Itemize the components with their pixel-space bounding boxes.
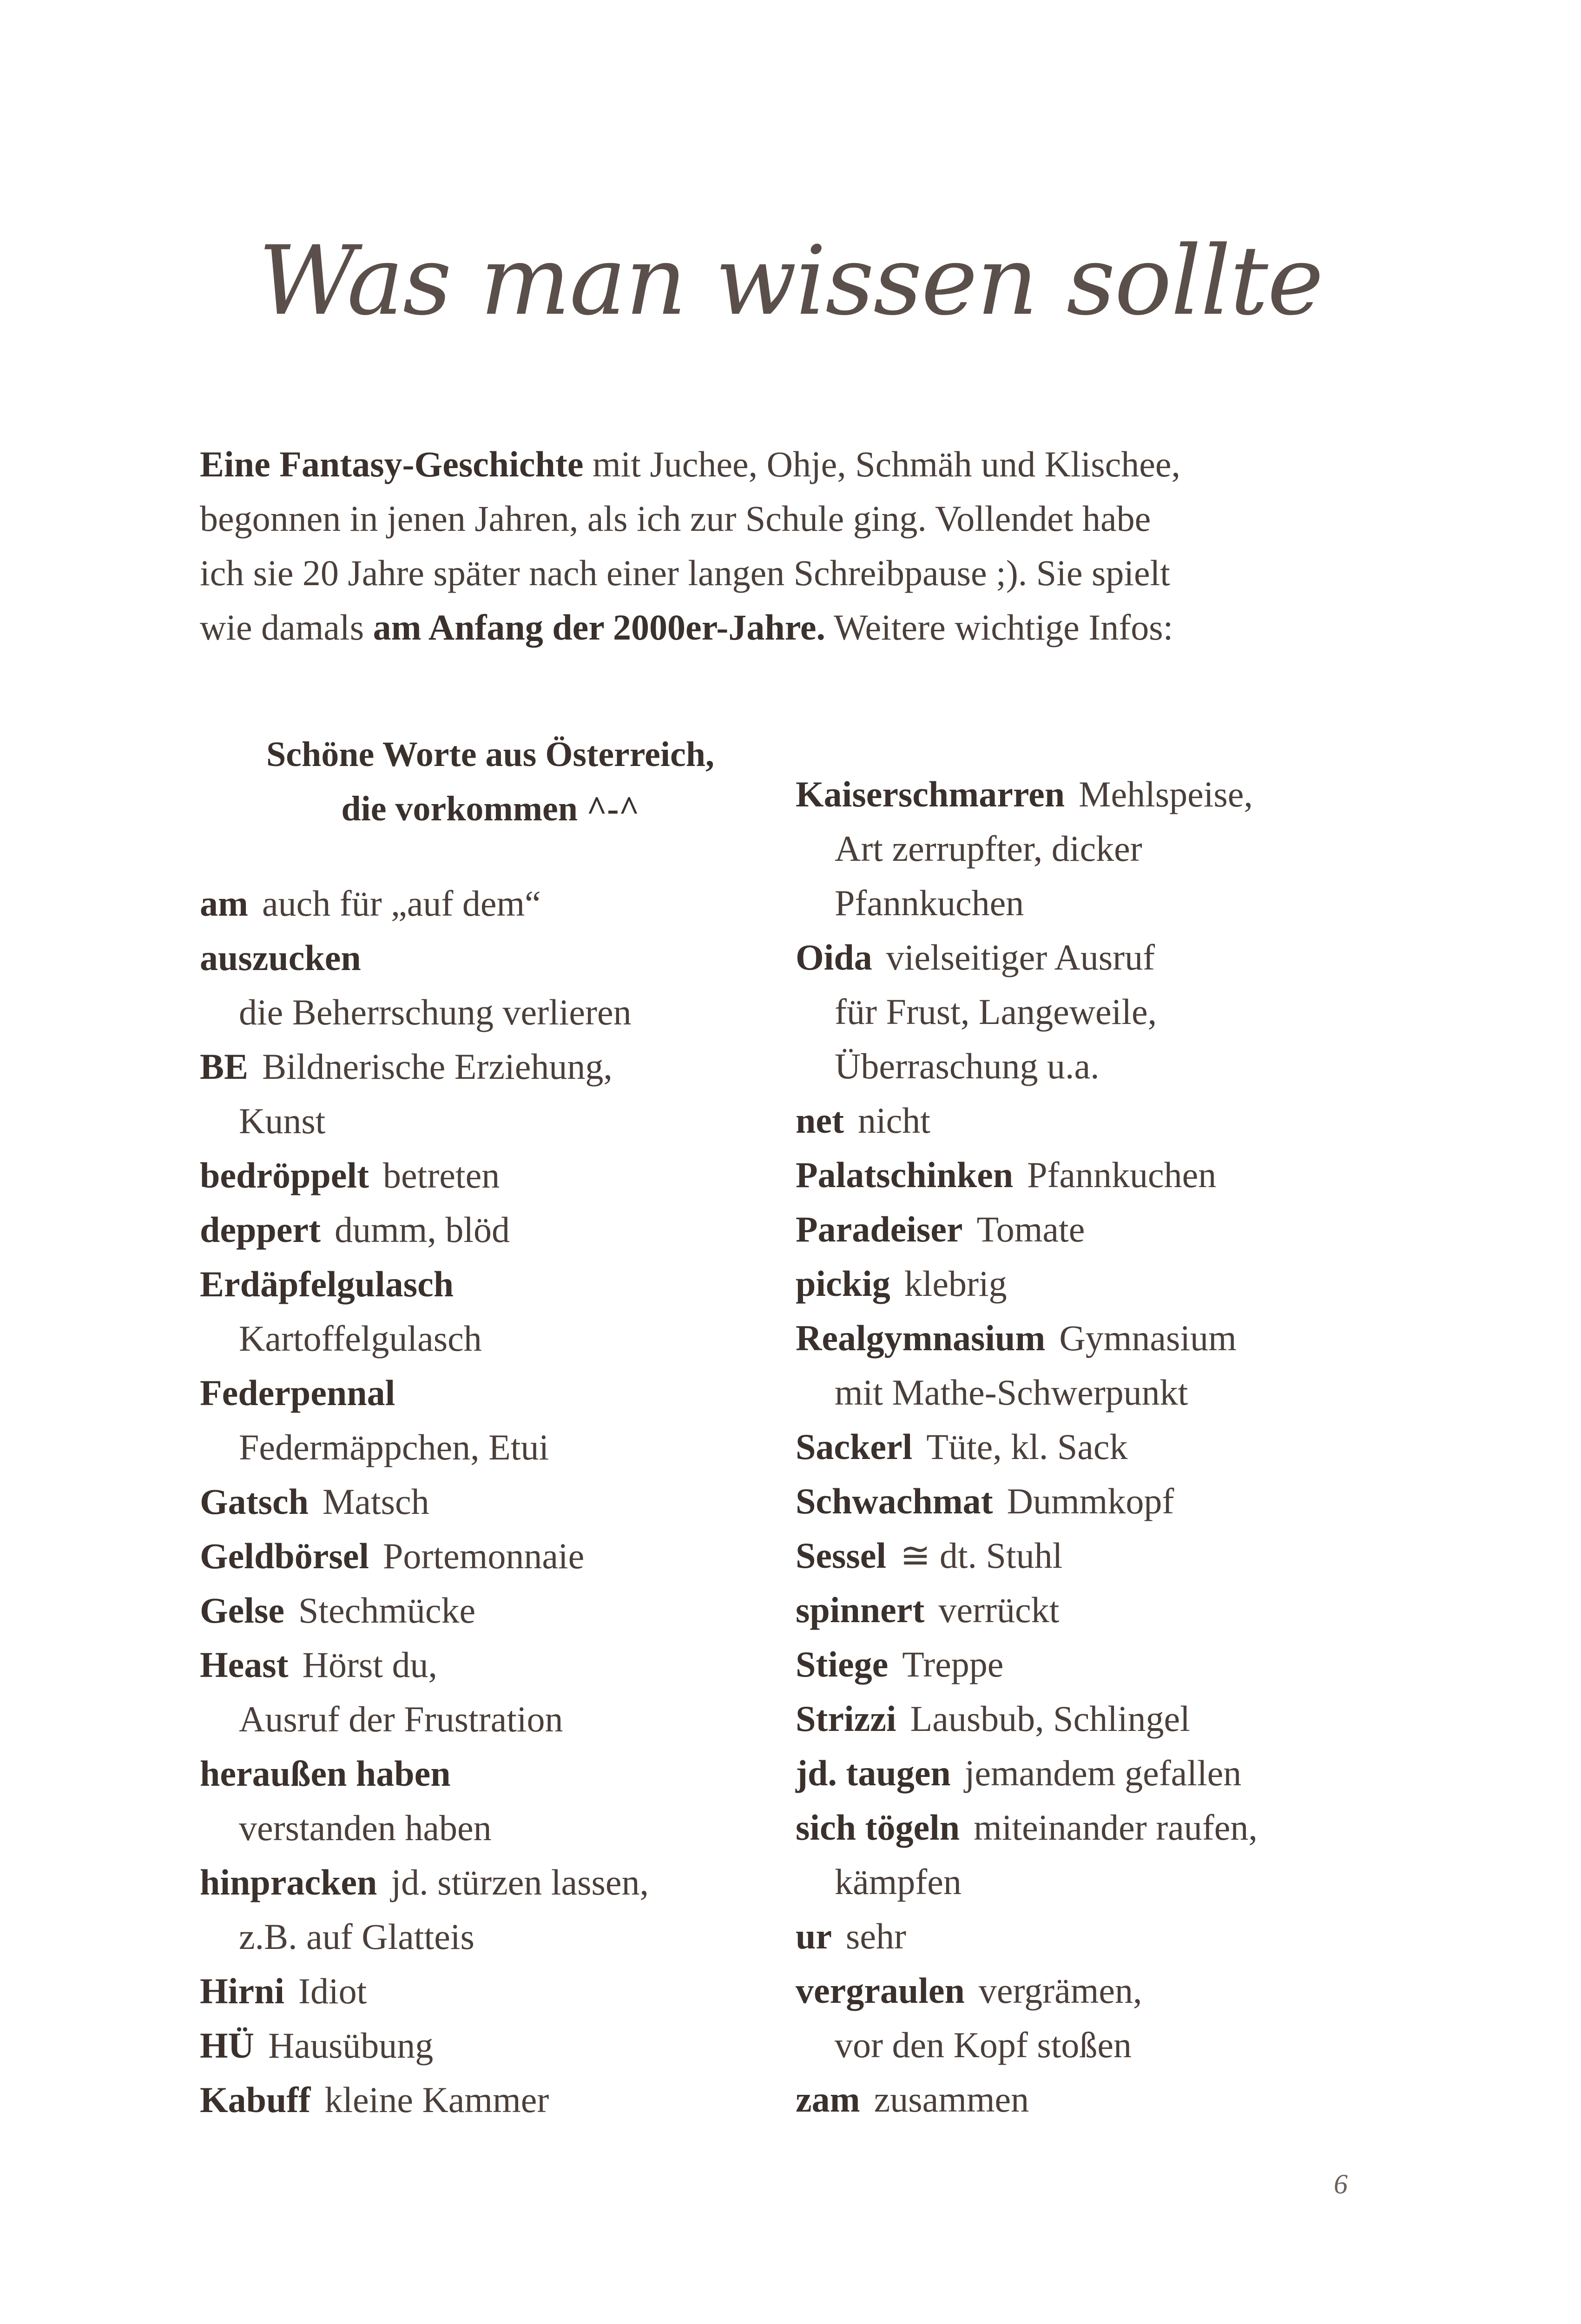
glossary-left-column <box>200 727 781 2127</box>
glossary-entry <box>200 1366 781 1474</box>
glossary-term: HÜ <box>200 2025 254 2066</box>
glossary-entry <box>796 2072 1400 2126</box>
glossary-entry <box>200 1148 781 1202</box>
glossary-term: Hirni <box>200 1971 285 2011</box>
glossary-entry <box>796 1800 1400 1909</box>
glossary-definition: jemandem gefallen <box>964 1753 1242 1793</box>
intro-line: ich sie 20 Jahre später nach einer langen Schreibpause ;). Sie spielt <box>200 553 1170 593</box>
glossary-continuation-line <box>200 1692 781 1746</box>
glossary-definition: Stechmücke <box>298 1590 476 1631</box>
glossary-term: Geldbörsel <box>200 1536 369 1576</box>
glossary-entry <box>796 1637 1400 1691</box>
glossary-term: Gatsch <box>200 1481 309 1522</box>
glossary-entry <box>200 2073 781 2127</box>
glossary-definition: Treppe <box>902 1644 1004 1684</box>
glossary-entry <box>796 767 1400 930</box>
glossary-definition: ≅ dt. Stuhl <box>900 1535 1063 1576</box>
glossary-definition: zusammen <box>874 2079 1029 2119</box>
glossary-definition: betreten <box>383 1155 500 1195</box>
glossary-definition: klebrig <box>904 1263 1007 1304</box>
glossary-definition: Ausruf der Frustration <box>239 1699 563 1739</box>
glossary-definition: verstanden haben <box>239 1808 492 1848</box>
glossary-term: Oida <box>796 937 872 977</box>
glossary-term: Kaiserschmarren <box>796 774 1065 814</box>
glossary-definition: Dummkopf <box>1007 1481 1174 1521</box>
glossary-entry-line <box>796 1963 1400 2018</box>
glossary-definition: Hausübung <box>268 2025 434 2066</box>
glossary-entry <box>796 1528 1400 1583</box>
glossary-entry-line <box>796 1637 1400 1691</box>
glossary-term: deppert <box>200 1209 321 1250</box>
glossary-heading-line: Schöne Worte aus Österreich, <box>266 735 714 774</box>
glossary-term: Erdäpfelgulasch <box>200 1264 454 1304</box>
glossary-continuation-line <box>796 1855 1400 1909</box>
glossary-definition: Art zerrupfter, dicker <box>835 828 1142 869</box>
glossary-entry-line <box>796 1528 1400 1583</box>
glossary-entry-line <box>796 1583 1400 1637</box>
glossary-continuation-line <box>200 1311 781 1366</box>
glossary-term: Sackerl <box>796 1426 913 1467</box>
glossary-entry-line <box>200 1148 781 1202</box>
glossary-definition: nicht <box>857 1100 930 1141</box>
glossary-entry <box>200 1583 781 1637</box>
glossary-term: auszucken <box>200 938 361 978</box>
glossary-definition: Tüte, kl. Sack <box>926 1426 1128 1467</box>
glossary-entry <box>796 1746 1400 1800</box>
glossary-entry-line <box>200 1257 781 1311</box>
glossary-entry-line <box>200 1964 781 2018</box>
glossary-continuation-line <box>796 1365 1400 1419</box>
glossary-entry-line <box>796 930 1400 984</box>
glossary-entry-line <box>796 1148 1400 1202</box>
glossary-term: pickig <box>796 1263 890 1304</box>
glossary-entry <box>796 1909 1400 1963</box>
glossary-entry <box>796 1474 1400 1528</box>
glossary-list-left <box>200 876 781 2127</box>
glossary-entry <box>200 1746 781 1855</box>
glossary-entry-line <box>200 1855 781 1909</box>
glossary-definition: z.B. auf Glatteis <box>239 1916 474 1957</box>
page-title: Was man wissen sollte <box>258 226 1323 337</box>
glossary-continuation-line <box>796 984 1400 1039</box>
glossary-definition: Mehlspeise, <box>1079 774 1253 814</box>
glossary-term: bedröppelt <box>200 1155 369 1195</box>
glossary-entry <box>796 1691 1400 1746</box>
glossary-entry <box>200 1202 781 1257</box>
glossary-term: heraußen haben <box>200 1753 451 1794</box>
glossary-heading-line: die vorkommen ^-^ <box>341 789 639 828</box>
glossary-entry-line <box>200 1202 781 1257</box>
intro-paragraph <box>200 437 1390 654</box>
glossary-entry-line <box>200 1039 781 1094</box>
glossary-definition: für Frust, Langeweile, <box>835 991 1157 1032</box>
glossary-definition: kämpfen <box>835 1862 962 1902</box>
glossary-continuation-line <box>796 1039 1400 1093</box>
glossary-definition: auch für „auf dem“ <box>262 883 541 924</box>
glossary-definition: dumm, blöd <box>334 1209 510 1250</box>
glossary-entry-line <box>200 876 781 931</box>
glossary-continuation-line <box>200 1420 781 1474</box>
glossary-definition: Kartoffelgulasch <box>239 1318 482 1359</box>
intro-line <box>200 600 1390 654</box>
glossary-continuation-line <box>796 821 1400 876</box>
glossary-entry <box>796 1256 1400 1311</box>
intro-highlight: Eine Fantasy-Geschichte <box>200 444 584 484</box>
glossary-heading <box>200 727 781 836</box>
glossary-continuation-line <box>200 1094 781 1148</box>
glossary-entry-line <box>796 1691 1400 1746</box>
glossary-definition: Überraschung u.a. <box>835 1046 1100 1086</box>
glossary-term: Gelse <box>200 1590 284 1631</box>
glossary-definition: Pfannkuchen <box>1027 1155 1217 1195</box>
intro-text: wie damals <box>200 607 373 647</box>
glossary-definition: Gymnasium <box>1059 1318 1237 1358</box>
glossary-definition: Matsch <box>323 1481 429 1522</box>
intro-text: Weitere wichtige Infos: <box>825 607 1173 647</box>
glossary-entry-line <box>796 1474 1400 1528</box>
intro-line: begonnen in jenen Jahren, als ich zur Schule ging. Vollendet habe <box>200 498 1151 539</box>
glossary-term: hinpracken <box>200 1862 377 1902</box>
glossary-entry <box>200 1855 781 1964</box>
glossary-definition: miteinander raufen, <box>974 1807 1258 1848</box>
glossary-term: BE <box>200 1046 249 1087</box>
glossary-definition: jd. stürzen lassen, <box>391 1862 649 1902</box>
glossary-entry-line <box>200 1583 781 1637</box>
glossary-term: Heast <box>200 1644 289 1685</box>
intro-line <box>200 437 1390 491</box>
glossary-entry <box>796 1202 1400 1256</box>
glossary-definition: Portemonnaie <box>383 1536 585 1576</box>
glossary-entry-line <box>200 2073 781 2127</box>
glossary-term: ur <box>796 1916 832 1956</box>
glossary-term: jd. taugen <box>796 1753 951 1793</box>
glossary-continuation-line <box>796 2018 1400 2072</box>
glossary-entry-line <box>200 1746 781 1801</box>
glossary-entry <box>200 1529 781 1583</box>
glossary-definition: vergrämen, <box>978 1970 1142 2011</box>
glossary-entry <box>796 1419 1400 1474</box>
glossary-definition: Hörst du, <box>302 1644 437 1685</box>
glossary-entry-line <box>796 1202 1400 1256</box>
glossary-term: net <box>796 1100 844 1141</box>
glossary-entry <box>796 1963 1400 2072</box>
glossary-continuation-line <box>200 985 781 1039</box>
glossary-entry <box>200 876 781 931</box>
glossary-entry-line <box>796 1093 1400 1148</box>
glossary-term: Strizzi <box>796 1698 896 1739</box>
glossary-entry <box>796 1148 1400 1202</box>
glossary-term: am <box>200 883 248 924</box>
glossary-entry <box>200 1964 781 2018</box>
glossary-entry <box>796 1583 1400 1637</box>
glossary-entry <box>200 1039 781 1148</box>
glossary-list-right <box>796 767 1400 2126</box>
glossary-term: Stiege <box>796 1644 889 1684</box>
glossary-entry-line <box>796 767 1400 821</box>
glossary-term: Federpennal <box>200 1373 395 1413</box>
glossary-entry-line <box>200 1366 781 1420</box>
glossary-entry-line <box>796 2072 1400 2126</box>
glossary-continuation-line <box>200 1801 781 1855</box>
glossary-entry <box>200 1637 781 1746</box>
glossary-definition: vielseitiger Ausruf <box>886 937 1155 977</box>
glossary-entry-line <box>796 1419 1400 1474</box>
glossary-entry-line <box>200 1529 781 1583</box>
glossary-entry-line <box>200 931 781 985</box>
glossary-definition: verrückt <box>938 1590 1060 1630</box>
glossary-definition: Tomate <box>976 1209 1085 1249</box>
glossary-definition: Kunst <box>239 1101 326 1141</box>
glossary-term: zam <box>796 2079 860 2119</box>
glossary-term: Schwachmat <box>796 1481 993 1521</box>
glossary-definition: Pfannkuchen <box>835 883 1024 923</box>
glossary-right-column <box>796 767 1400 2126</box>
glossary-term: Sessel <box>796 1535 886 1576</box>
glossary-definition: mit Mathe-Schwerpunkt <box>835 1372 1188 1413</box>
glossary-entry <box>796 1311 1400 1419</box>
glossary-definition: Bildnerische Erziehung, <box>262 1046 613 1087</box>
glossary-entry-line <box>200 2018 781 2073</box>
glossary-entry <box>200 931 781 1039</box>
intro-text: mit Juchee, Ohje, Schmäh und Klischee, <box>583 444 1180 484</box>
glossary-entry-line <box>796 1746 1400 1800</box>
glossary-entry-line <box>796 1311 1400 1365</box>
page-number: 6 <box>1334 2169 1348 2199</box>
glossary-continuation-line <box>796 876 1400 930</box>
glossary-definition: sehr <box>846 1916 906 1956</box>
glossary-definition: Idiot <box>298 1971 367 2011</box>
glossary-definition: Lausbub, Schlingel <box>910 1698 1190 1739</box>
glossary-term: sich tögeln <box>796 1807 960 1848</box>
glossary-entry <box>200 1257 781 1366</box>
glossary-definition: vor den Kopf stoßen <box>835 2025 1132 2065</box>
glossary-entry-line <box>796 1909 1400 1963</box>
glossary-entry <box>796 1093 1400 1148</box>
glossary-term: Paradeiser <box>796 1209 963 1249</box>
glossary-term: Realgymnasium <box>796 1318 1046 1358</box>
glossary-term: Kabuff <box>200 2080 311 2120</box>
glossary-entry <box>796 930 1400 1093</box>
glossary-entry-line <box>796 1800 1400 1855</box>
glossary-definition: Federmäppchen, Etui <box>239 1427 549 1467</box>
glossary-entry-line <box>796 1256 1400 1311</box>
glossary-definition: kleine Kammer <box>324 2080 549 2120</box>
glossary-entry <box>200 1474 781 1529</box>
glossary-term: spinnert <box>796 1590 925 1630</box>
glossary-entry-line <box>200 1474 781 1529</box>
glossary-term: Palatschinken <box>796 1155 1014 1195</box>
glossary-continuation-line <box>200 1909 781 1964</box>
intro-highlight: am Anfang der 2000er-Jahre. <box>373 607 826 647</box>
glossary-definition: die Beherrschung verlieren <box>239 992 632 1032</box>
glossary-entry <box>200 2018 781 2073</box>
glossary-entry-line <box>200 1637 781 1692</box>
glossary-term: vergraulen <box>796 1970 965 2011</box>
